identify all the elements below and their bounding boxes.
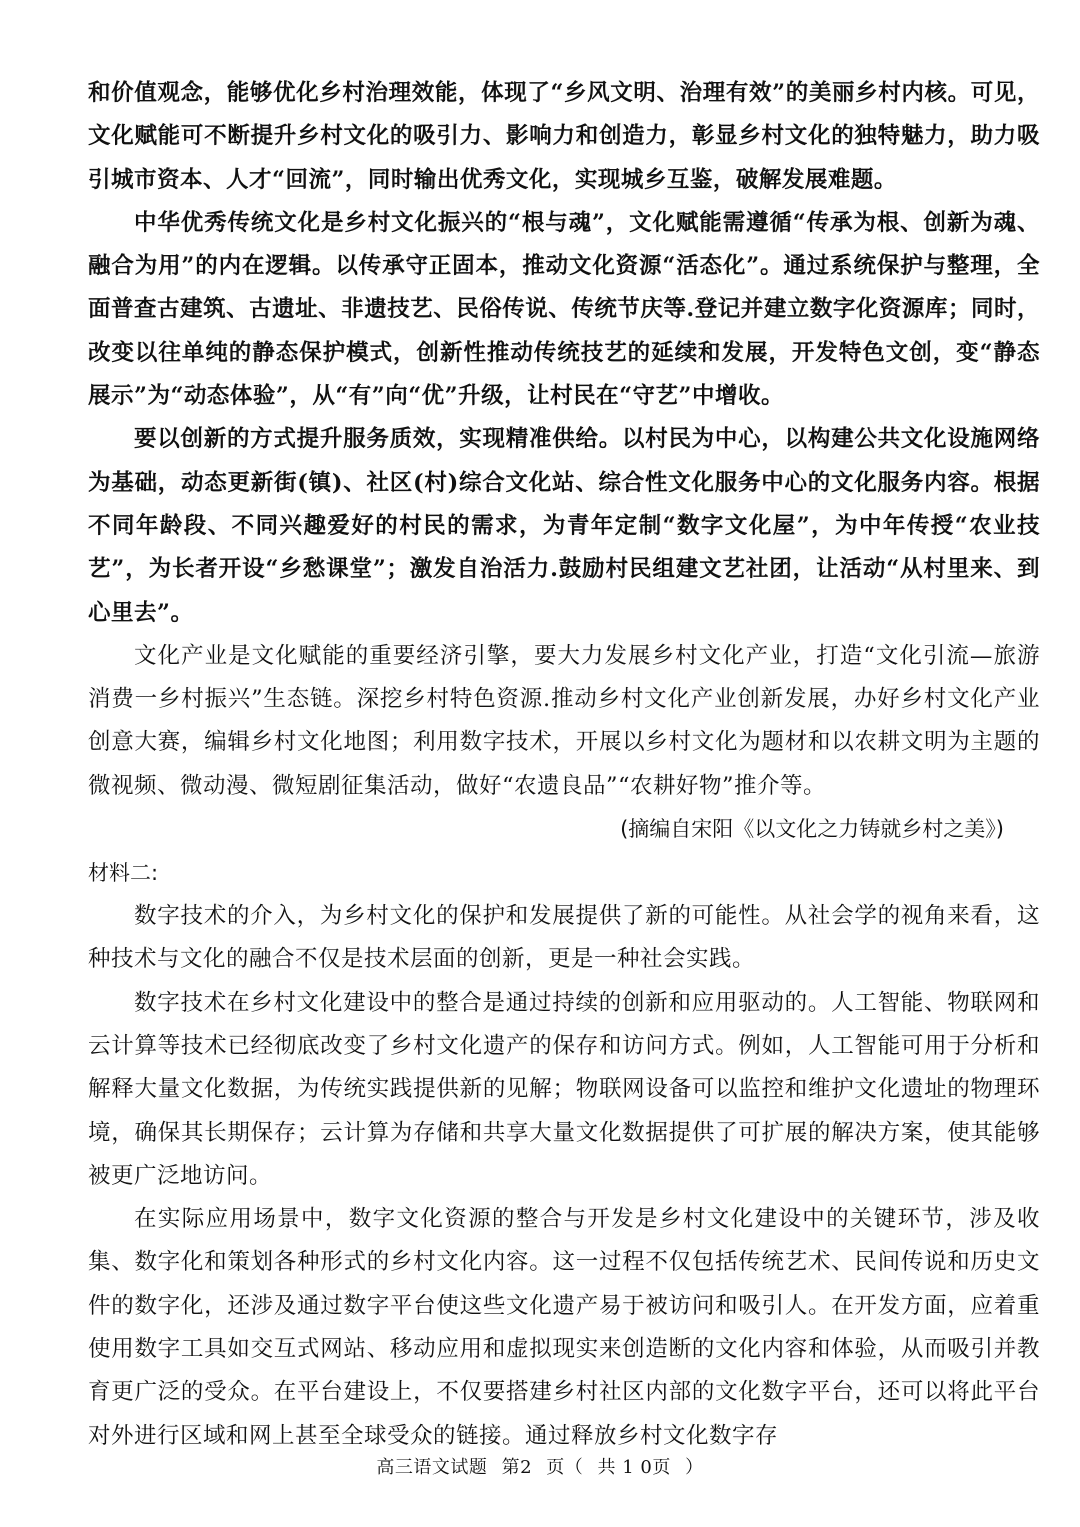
material-one-paragraph-3: 要以创新的方式提升服务质效，实现精准供给。以村民为中心，以构建公共文化设施网络为基础，动态更新街(镇)、社区(村)综合文化站、综合性文化服务中心的文化服务内容。根据不同年龄段、不同兴趣爱好的村民的需求，为青年定制“数字文化屋”，为中年传授“农业技艺”，为长者开设“乡愁课堂”；激发自治活力.鼓励村民组建文艺社团，让活动“从村里来、到心里去”。 (88, 426, 1040, 626)
page-number: 第2 (501, 1457, 533, 1478)
page-number-suffix: 页（ (546, 1457, 584, 1478)
material-two-paragraph-2: 数字技术在乡村文化建设中的整合是通过持续的创新和应用驱动的。人工智能、物联网和云计算等技术已经彻底改变了乡村文化遗产的保存和访问方式。例如，人工智能可用于分析和解释大量文化数据，为传统实践提供新的见解；物联网设备可以监控和维护文化遗址的物理环境，确保其长期保存；云计算为存储和共享大量文化数据提供了可扩展的解决方案，使其能够被更广泛地访问。 (88, 989, 1040, 1189)
page-footer (0, 1456, 1080, 1480)
page-content (88, 72, 1040, 1458)
exam-title: 高三语文试题 (376, 1457, 488, 1478)
footer-close: ） (685, 1457, 704, 1478)
material-two-paragraph-1: 数字技术的介入，为乡村文化的保护和发展提供了新的可能性。从社会学的视角来看，这种技术与文化的融合不仅是技术层面的创新，更是一种社会实践。 (88, 903, 1040, 973)
material-one-paragraph-2: 中华优秀传统文化是乡村文化振兴的“根与魂”，文化赋能需遵循“传承为根、创新为魂、融合为用”的内在逻辑。以传承守正固本，推动文化资源“活态化”。通过系统保护与整理，全面普查古建筑、古遗址、非遗技艺、民俗传说、传统节庆等.登记并建立数字化资源库；同时，改变以往单纯的静态保护模式，创新性推动传统技艺的延续和发展，开发特色文创，变“静态展示”为“动态体验”，从“有”向“优”升级，让村民在“守艺”中增收。 (88, 209, 1040, 410)
material-two-paragraph-3: 在实际应用场景中，数字文化资源的整合与开发是乡村文化建设中的关键环节，涉及收集、数字化和策划各种形式的乡村文化内容。这一过程不仅包括传统艺术、民间传说和历史文件的数字化，还涉及通过数字平台使这些文化遗产易于被访问和吸引人。在开发方面，应着重使用数字工具如交互式网站、移动应用和虚拟现实来创造断的文化内容和体验，从而吸引并教育更广泛的受众。在平台建设上，不仅要搭建乡村社区内部的文化数字平台，还可以将此平台对外进行区域和网上甚至全球受众的链接。通过释放乡村文化数字存 (88, 1206, 1040, 1449)
material-one-paragraph-1: 和价值观念，能够优化乡村治理效能，体现了“乡风文明、治理有效”的美丽乡村内核。可见，文化赋能可不断提升乡村文化的吸引力、影响力和创造力，彰显乡村文化的独特魅力，助力吸引城市资本、人才“回流”，同时输出优秀文化，实现城乡互鉴，破解发展难题。 (88, 80, 1040, 193)
material-one-source: (摘编自宋阳《以文化之力铸就乡村之美》) (620, 817, 1004, 842)
material-two-label: 材料二: (88, 861, 159, 886)
total-pages: 共 1 0页 (597, 1457, 671, 1478)
material-one-paragraph-4: 文化产业是文化赋能的重要经济引擎，要大力发展乡村文化产业，打造“文化引流—旅游消费一乡村振兴”生态链。深挖乡村特色资源.推动乡村文化产业创新发展，办好乡村文化产业创意大赛，编辑乡村文化地图；利用数字技术，开展以乡村文化为题材和以农耕文明为主题的微视频、微动漫、微短剧征集活动，做好“农遗良品”“农耕好物”推介等。 (88, 642, 1040, 799)
